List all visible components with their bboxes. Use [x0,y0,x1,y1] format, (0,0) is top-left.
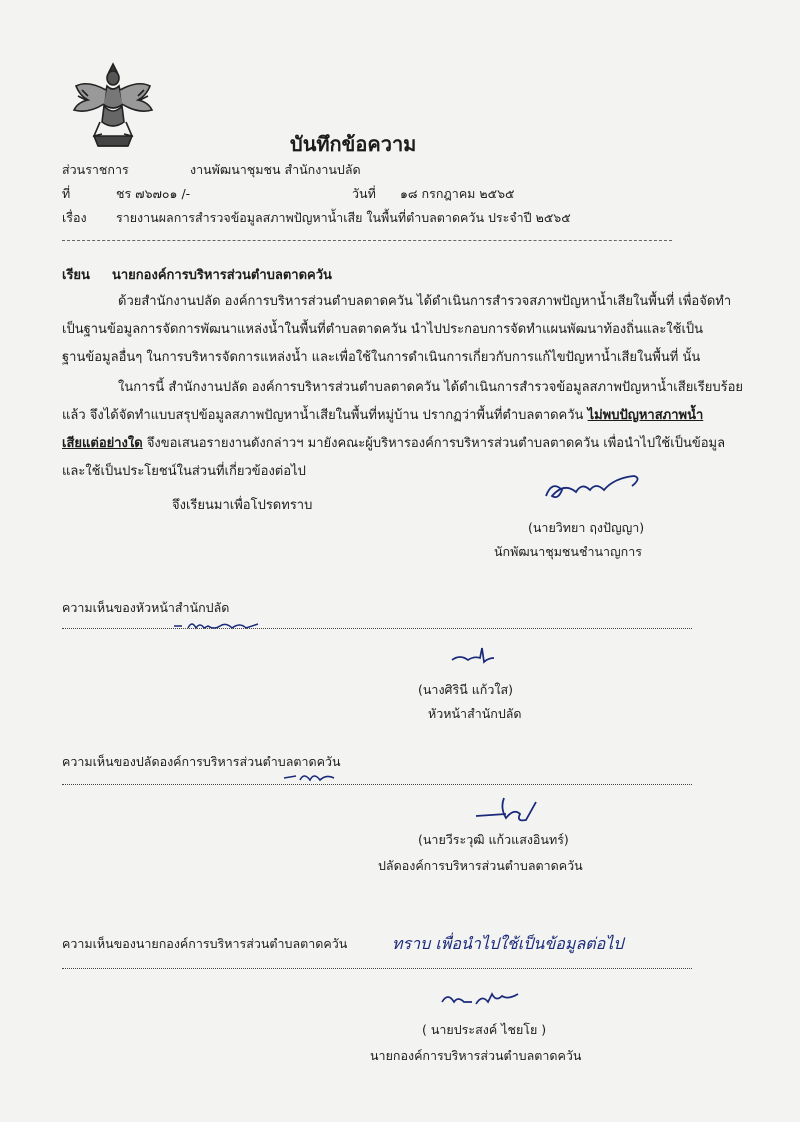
opinion-1-label: ความเห็นของหัวหน้าสำนักปลัด [62,600,230,615]
p1-line-2: เป็นฐานข้อมูลการจัดการพัฒนาแหล่งน้ำในพื้นที่ตำบลตาดควัน นำไปประกอบการจัดทำแผนพัฒนาท้องถิ่นและใช้เป็น [62,322,704,337]
salutation-label: เรียน [62,268,90,283]
p2-line-3 [62,430,743,458]
opinion-2-signer-name: (นายวีระวุฒิ แก้วแสงอินทร์) [418,832,569,847]
signature-3-icon [470,792,550,832]
agency-value: งานพัฒนาชุมชน สำนักงานปลัด [190,162,361,177]
opinion-3-signer-position: นายกองค์การบริหารส่วนตำบลตาดควัน [370,1048,582,1063]
garuda-emblem-icon [70,60,156,152]
opinion-2-handwritten-icon [282,766,342,786]
p1-line-1: ด้วยสำนักงานปลัด องค์การบริหารส่วนตำบลตาดควัน ได้ดำเนินการสำรวจสภาพปัญหาน้ำเสียในพื้นที่ เพื่อจัดทำ [118,294,732,309]
closing-text: จึงเรียนมาเพื่อโปรดทราบ [172,498,313,513]
signature-2-icon [448,644,498,668]
memo-title: บันทึกข้อความ [290,132,417,156]
agency-label: ส่วนราชการ [62,162,129,177]
opinion-2-line [62,784,692,785]
p2-line-2-text: แล้ว จึงได้จัดทำแบบสรุปข้อมูลสภาพปัญหาน้ำเสียในพื้นที่หมู่บ้าน ปรากฏว่าพื้นที่ตำบลตาดควัน [62,408,588,423]
opinion-2-signer-position: ปลัดองค์การบริหารส่วนตำบลตาดควัน [378,858,583,873]
opinion-2-label: ความเห็นของปลัดองค์การบริหารส่วนตำบลตาดควัน [62,754,341,769]
opinion-3-signer-name: ( นายประสงค์ ไชยโย ) [422,1022,547,1037]
finding-highlight-2: เสียแต่อย่างใด [62,436,143,451]
header-divider [62,240,672,241]
subject-value: รายงานผลการสำรวจข้อมูลสภาพปัญหาน้ำเสีย ในพื้นที่ตำบลตาดควัน ประจำปี ๒๕๖๕ [116,210,571,225]
salutation-to: นายกองค์การบริหารส่วนตำบลตาดควัน [112,268,332,283]
p1-line-3: ฐานข้อมูลอื่นๆ ในการบริหารจัดการแหล่งน้ำ และเพื่อใช้ในการดำเนินการเกี่ยวกับการแก้ไขปัญหาน้ำเสียในพื้นที่ นั้น [62,350,701,365]
subject-label: เรื่อง [62,210,87,225]
p2-line-2 [62,402,743,430]
opinion-1-handwritten-icon [170,614,280,634]
date-label: วันที่ [352,186,376,201]
p2-line-4: และใช้เป็นประโยชน์ในส่วนที่เกี่ยวข้องต่อไป [62,464,306,479]
p2-line-3-text: จึงขอเสนอรายงานดังกล่าวฯ มายังคณะผู้บริหารองค์การบริหารส่วนตำบลตาดควัน เพื่อนำไปใช้เป็นข้อมูล [142,436,726,451]
signature-4-icon [438,986,522,1012]
opinion-1-signer-name: (นางศิรินี แก้วใส) [418,682,513,697]
date-value: ๑๘ กรกฎาคม ๒๕๖๕ [400,186,515,201]
opinion-3-line [62,968,692,969]
signature-1-icon [540,470,660,510]
opinion-1-line [62,628,692,629]
opinion-3-label: ความเห็นของนายกองค์การบริหารส่วนตำบลตาดควัน [62,936,348,951]
p2-line-1: ในการนี้ สำนักงานปลัด องค์การบริหารส่วนตำบลตาดควัน ได้ดำเนินการสำรวจข้อมูลสภาพปัญหาน้ำเสียเรียบร้อย [118,380,744,395]
signer-1-name: (นายวิทยา ฤงปัญญา) [528,520,645,535]
ref-value: ชร ๗๖๗๐๑ /- [116,186,191,201]
opinion-3-handwritten-note: ทราบ เพื่อนำไปใช้เป็นข้อมูลต่อไป [392,934,624,953]
opinion-1-signer-position: หัวหน้าสำนักปลัด [428,706,522,721]
ref-label: ที่ [62,186,71,201]
paragraph-1 [62,288,731,372]
finding-highlight-1: ไม่พบปัญหาสภาพน้ำ [587,408,704,423]
signer-1-position: นักพัฒนาชุมชนชำนาญการ [494,544,642,559]
